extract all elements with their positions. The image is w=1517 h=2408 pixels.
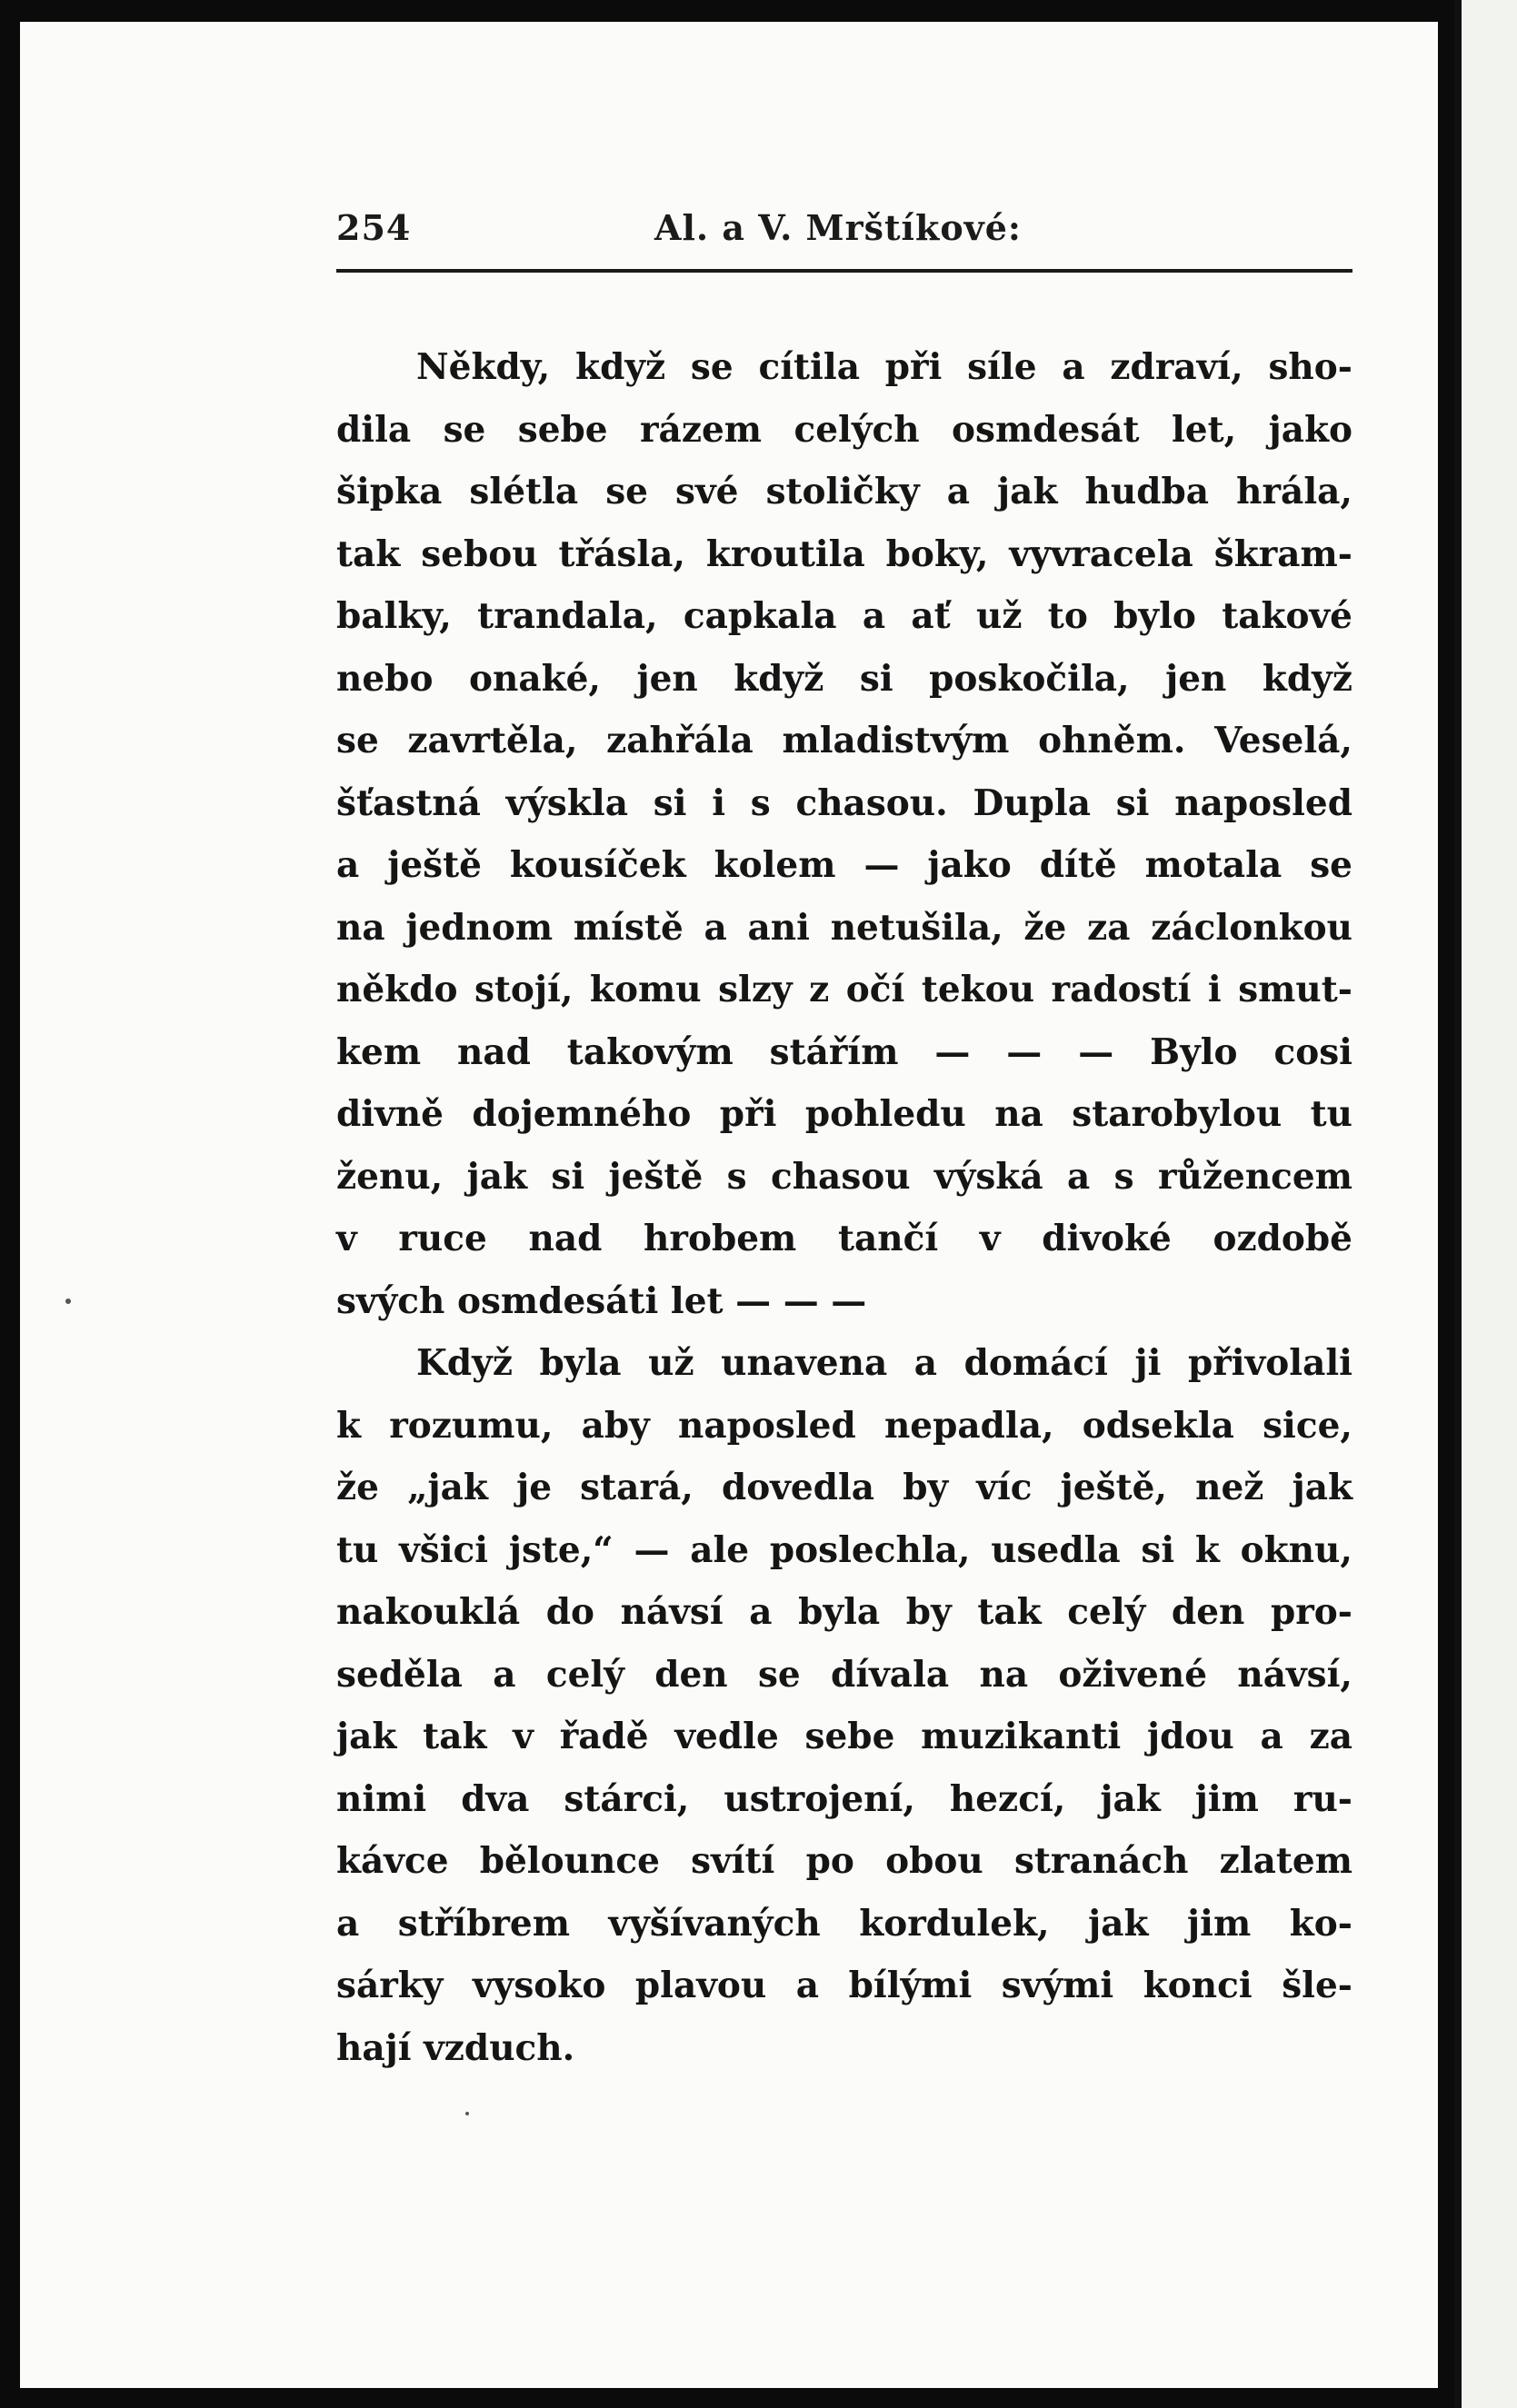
text-line: na jednom místě a ani netušila, že za záclonkou: [336, 906, 1352, 949]
text-line: nakouklá do návsí a byla by tak celý den pro-: [336, 1591, 1352, 1633]
text-line: seděla a celý den se dívala na oživené návsí,: [336, 1653, 1352, 1696]
text-line: nebo onaké, jen když si poskočila, jen když: [336, 657, 1352, 700]
text-line: dila se sebe rázem celých osmdesát let, jako: [336, 408, 1352, 451]
text-line: sárky vysoko plavou a bílými svými konci šle-: [336, 1965, 1352, 2006]
body-text: [336, 336, 1352, 2079]
text-line: že „jak je stará, dovedla by víc ještě, než jak: [336, 1467, 1352, 1508]
next-page-edge: [1454, 0, 1517, 2408]
text-line: jak tak v řadě vedle sebe muzikanti jdou a za: [336, 1716, 1352, 1757]
text-line: divně dojemného při pohledu na starobylou tu: [336, 1093, 1352, 1135]
text-line: ženu, jak si ještě s chasou výská a s růžencem: [336, 1155, 1352, 1198]
text-line: Když byla už unavena a domácí ji přivolali: [416, 1342, 1352, 1384]
text-line: tu všici jste,“ — ale poslechla, usedla si k oknu,: [336, 1528, 1352, 1571]
header-rule: [336, 269, 1352, 273]
text-line: v ruce nad hrobem tančí v divoké ozdobě: [336, 1218, 1352, 1259]
text-line: svých osmdesáti let — — —: [336, 1279, 867, 1322]
text-line: k rozumu, aby naposled nepadla, odsekla sice,: [336, 1404, 1352, 1447]
text-line: a stříbrem vyšívaných kordulek, jak jim ko-: [336, 1902, 1352, 1945]
paragraph-1: [336, 336, 1352, 1332]
page-header: [318, 207, 1354, 262]
text-line: nimi dva stárci, ustrojení, hezcí, jak jim ru-: [336, 1777, 1352, 1820]
text-line: tak sebou třásla, kroutila boky, vyvracela škram-: [336, 532, 1352, 575]
text-line: šipka slétla se své stoličky a jak hudba hrála,: [336, 471, 1352, 512]
page-number: 254: [336, 207, 412, 248]
text-line: hají vzduch.: [336, 2026, 575, 2069]
text-line: balky, trandala, capkala a ať už to bylo takové: [336, 595, 1352, 637]
text-line: někdo stojí, komu slzy z očí tekou radostí i smut-: [336, 969, 1352, 1010]
text-line: se zavrtěla, zahřála mladistvým ohněm. Veselá,: [336, 720, 1352, 761]
running-head: Al. a V. Mrštíkové:: [654, 207, 1022, 248]
text-line: kávce bělounce svítí po obou stranách zlatem: [336, 1840, 1352, 1882]
text-line: Někdy, když se cítila při síle a zdraví, sho-: [416, 346, 1352, 388]
text-line: a ještě kousíček kolem — jako dítě motala se: [336, 844, 1352, 886]
paper-speck: [65, 1299, 71, 1304]
text-line: šťastná výskla si i s chasou. Dupla si naposled: [336, 781, 1352, 824]
text-line: kem nad takovým stářím — — — Bylo cosi: [336, 1030, 1352, 1073]
paragraph-2: [336, 1332, 1352, 2079]
paper-speck: [465, 2112, 469, 2115]
